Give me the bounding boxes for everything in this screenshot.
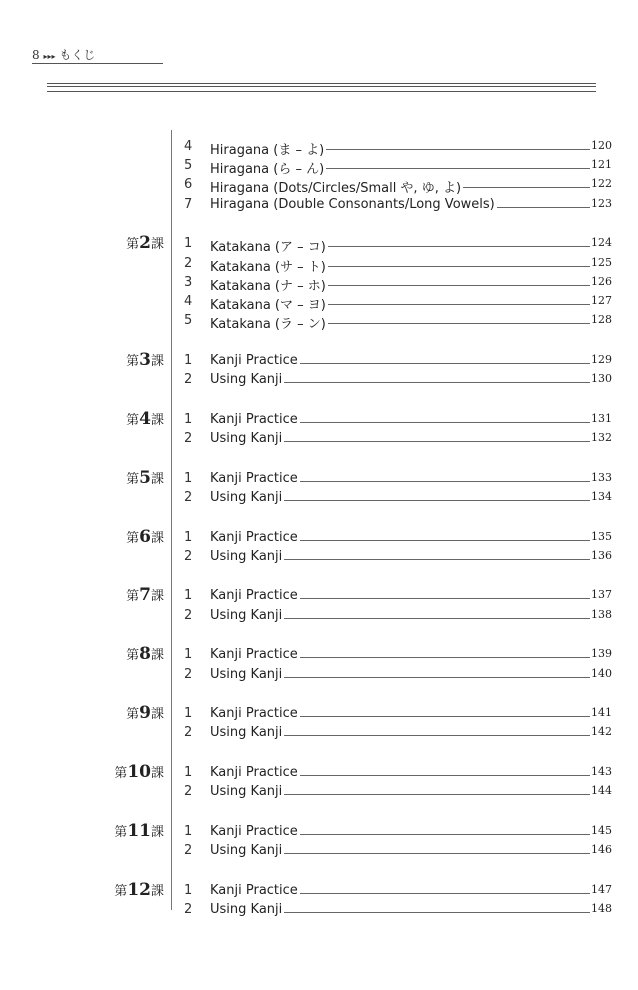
entry-title: Using Kanji bbox=[210, 902, 283, 918]
toc-entry[interactable] bbox=[0, 706, 638, 725]
toc-entry[interactable] bbox=[0, 902, 638, 921]
lesson-prefix: 第 bbox=[114, 883, 128, 899]
toc-entry[interactable] bbox=[0, 588, 638, 607]
entry-page-number: 122 bbox=[591, 177, 612, 191]
entry-page-number: 134 bbox=[591, 489, 612, 503]
entry-title: Kanji Practice bbox=[210, 706, 298, 722]
lesson-suffix: 課 bbox=[150, 353, 164, 369]
toc-entry[interactable] bbox=[0, 412, 638, 431]
lesson-suffix: 課 bbox=[150, 412, 164, 428]
entry-number: 5 bbox=[184, 158, 193, 174]
lesson-suffix: 課 bbox=[150, 766, 164, 782]
header-double-rule bbox=[47, 83, 596, 92]
header-title: もくじ bbox=[59, 48, 96, 62]
entry-number: 1 bbox=[184, 588, 193, 604]
entry-title: Katakana (ナ – ホ) bbox=[210, 275, 328, 294]
entry-number: 2 bbox=[184, 255, 193, 271]
toc-entry[interactable] bbox=[0, 197, 638, 216]
toc-entry[interactable] bbox=[0, 275, 638, 294]
toc-entry[interactable] bbox=[0, 843, 638, 862]
toc-entry[interactable] bbox=[0, 784, 638, 803]
entry-title: Using Kanji bbox=[210, 607, 283, 623]
entry-number: 2 bbox=[184, 902, 193, 918]
entry-page-number: 143 bbox=[591, 765, 612, 779]
entry-page-number: 133 bbox=[591, 470, 612, 484]
entry-page-number: 124 bbox=[591, 236, 612, 250]
entry-page-number: 147 bbox=[591, 882, 612, 896]
entry-page-number: 127 bbox=[591, 293, 612, 307]
entry-number: 2 bbox=[184, 843, 193, 859]
entry-page-number: 136 bbox=[591, 548, 612, 562]
toc-entry[interactable] bbox=[0, 883, 638, 902]
entry-number: 1 bbox=[184, 352, 193, 368]
entry-title: Using Kanji bbox=[210, 843, 283, 859]
entry-page-number: 141 bbox=[591, 706, 612, 720]
toc-entry[interactable] bbox=[0, 667, 638, 686]
entry-number: 1 bbox=[184, 882, 193, 898]
entry-page-number: 123 bbox=[591, 196, 612, 210]
entry-title: Using Kanji bbox=[210, 725, 283, 741]
lesson-prefix: 第 bbox=[126, 471, 140, 487]
header-arrows: ▸▸▸ bbox=[43, 52, 56, 61]
entry-title: Kanji Practice bbox=[210, 411, 298, 427]
entry-page-number: 146 bbox=[591, 843, 612, 857]
entry-number: 4 bbox=[184, 139, 193, 154]
header-page-number: 8 bbox=[32, 48, 40, 62]
entry-number: 2 bbox=[184, 666, 193, 682]
toc-entry[interactable] bbox=[0, 647, 638, 666]
lesson-prefix: 第 bbox=[126, 707, 140, 723]
entry-number: 1 bbox=[184, 706, 193, 722]
toc-entry[interactable] bbox=[0, 313, 638, 332]
toc-entry[interactable] bbox=[0, 372, 638, 391]
lesson-prefix: 第 bbox=[114, 825, 128, 840]
toc-entry[interactable] bbox=[0, 139, 638, 158]
entry-number: 2 bbox=[184, 430, 193, 446]
entry-title: Katakana (サ – ト) bbox=[210, 256, 328, 275]
toc-entry[interactable] bbox=[0, 431, 638, 450]
lesson-number: 4 bbox=[139, 408, 151, 429]
entry-title: Kanji Practice bbox=[210, 352, 298, 368]
entry-title: Kanji Practice bbox=[210, 765, 298, 781]
entry-title: Hiragana (Double Consonants/Long Vowels) bbox=[210, 196, 495, 212]
entry-number: 5 bbox=[184, 313, 193, 329]
entry-number: 6 bbox=[184, 177, 193, 193]
entry-title: Katakana (ア – コ) bbox=[210, 236, 328, 255]
lesson-number: 12 bbox=[127, 879, 151, 900]
lesson-number: 5 bbox=[139, 467, 151, 488]
entry-page-number: 148 bbox=[591, 902, 612, 916]
entry-title: Kanji Practice bbox=[210, 824, 298, 839]
entry-page-number: 126 bbox=[591, 274, 612, 288]
lesson-prefix: 第 bbox=[114, 766, 128, 782]
entry-page-number: 145 bbox=[591, 824, 612, 837]
lesson-number: 2 bbox=[139, 233, 151, 254]
lesson-prefix: 第 bbox=[126, 412, 140, 428]
entry-number: 2 bbox=[184, 784, 193, 800]
lesson-number: 6 bbox=[139, 526, 151, 547]
toc-entry[interactable] bbox=[0, 725, 638, 744]
entry-number: 1 bbox=[184, 824, 193, 839]
entry-page-number: 120 bbox=[591, 139, 612, 152]
entry-title: Kanji Practice bbox=[210, 470, 298, 486]
entry-page-number: 121 bbox=[591, 158, 612, 172]
lesson-prefix: 第 bbox=[126, 648, 140, 664]
lesson-suffix: 課 bbox=[150, 648, 164, 664]
entry-title: Hiragana (ま – よ) bbox=[210, 139, 326, 158]
entry-number: 3 bbox=[184, 274, 193, 290]
entry-page-number: 128 bbox=[591, 313, 612, 327]
entry-number: 2 bbox=[184, 607, 193, 623]
entry-number: 4 bbox=[184, 293, 193, 309]
toc-entry[interactable] bbox=[0, 177, 638, 196]
lesson-suffix: 課 bbox=[150, 530, 164, 546]
lesson-suffix: 課 bbox=[150, 825, 164, 840]
lesson-prefix: 第 bbox=[126, 589, 140, 605]
entry-page-number: 144 bbox=[591, 784, 612, 798]
toc-entry[interactable] bbox=[0, 490, 638, 509]
running-header bbox=[32, 46, 95, 63]
entry-page-number: 140 bbox=[591, 666, 612, 680]
lesson-prefix: 第 bbox=[126, 353, 140, 369]
entry-number: 1 bbox=[184, 411, 193, 427]
entry-title: Using Kanji bbox=[210, 784, 283, 800]
lesson-suffix: 課 bbox=[150, 237, 164, 253]
lesson-number: 11 bbox=[127, 821, 151, 841]
entry-number: 2 bbox=[184, 489, 193, 505]
entry-page-number: 142 bbox=[591, 725, 612, 739]
entry-page-number: 137 bbox=[591, 588, 612, 602]
lesson-number: 7 bbox=[139, 585, 151, 606]
entry-page-number: 135 bbox=[591, 529, 612, 543]
toc-entry[interactable] bbox=[0, 765, 638, 784]
entry-number: 7 bbox=[184, 196, 193, 212]
toc-entry[interactable] bbox=[0, 158, 638, 177]
lesson-prefix: 第 bbox=[126, 530, 140, 546]
entry-number: 2 bbox=[184, 548, 193, 564]
toc-entry[interactable] bbox=[0, 471, 638, 490]
entry-title: Kanji Practice bbox=[210, 647, 298, 663]
entry-title: Kanji Practice bbox=[210, 588, 298, 604]
entry-title: Using Kanji bbox=[210, 372, 283, 387]
lesson-number: 10 bbox=[127, 762, 151, 783]
toc-entry[interactable] bbox=[0, 608, 638, 627]
entry-number: 2 bbox=[184, 725, 193, 741]
entry-number: 1 bbox=[184, 470, 193, 486]
entry-page-number: 129 bbox=[591, 352, 612, 366]
toc-entry[interactable] bbox=[0, 256, 638, 275]
entry-page-number: 130 bbox=[591, 372, 612, 385]
entry-number: 2 bbox=[184, 372, 193, 387]
entry-title: Using Kanji bbox=[210, 430, 283, 446]
entry-title: Katakana (マ – ヨ) bbox=[210, 294, 328, 313]
entry-title: Kanji Practice bbox=[210, 529, 298, 545]
entry-page-number: 125 bbox=[591, 255, 612, 269]
entry-title: Using Kanji bbox=[210, 489, 283, 505]
entry-title: Hiragana (Dots/Circles/Small や, ゆ, よ) bbox=[210, 177, 463, 196]
header-underline bbox=[32, 63, 163, 64]
lesson-suffix: 課 bbox=[150, 883, 164, 899]
entry-number: 1 bbox=[184, 236, 193, 252]
toc-entry[interactable] bbox=[0, 530, 638, 549]
toc-entry[interactable] bbox=[0, 353, 638, 372]
toc-entry[interactable] bbox=[0, 549, 638, 568]
entry-page-number: 132 bbox=[591, 430, 612, 444]
entry-title: Using Kanji bbox=[210, 666, 283, 682]
entry-number: 1 bbox=[184, 647, 193, 663]
lesson-number: 8 bbox=[139, 644, 151, 665]
lesson-suffix: 課 bbox=[150, 471, 164, 487]
lesson-number: 9 bbox=[139, 703, 151, 724]
entry-page-number: 131 bbox=[591, 411, 612, 425]
entry-title: Using Kanji bbox=[210, 548, 283, 564]
toc-entry[interactable] bbox=[0, 824, 638, 843]
lesson-suffix: 課 bbox=[150, 707, 164, 723]
entry-title: Katakana (ラ – ン) bbox=[210, 313, 328, 332]
entry-number: 1 bbox=[184, 765, 193, 781]
toc-entry[interactable] bbox=[0, 294, 638, 313]
toc-entry[interactable] bbox=[0, 236, 638, 255]
lesson-number: 3 bbox=[139, 349, 151, 370]
entry-page-number: 139 bbox=[591, 647, 612, 661]
lesson-suffix: 課 bbox=[150, 589, 164, 605]
entry-title: Kanji Practice bbox=[210, 882, 298, 898]
lesson-prefix: 第 bbox=[126, 237, 140, 253]
entry-title: Hiragana (ら – ん) bbox=[210, 158, 326, 177]
entry-page-number: 138 bbox=[591, 607, 612, 621]
entry-number: 1 bbox=[184, 529, 193, 545]
